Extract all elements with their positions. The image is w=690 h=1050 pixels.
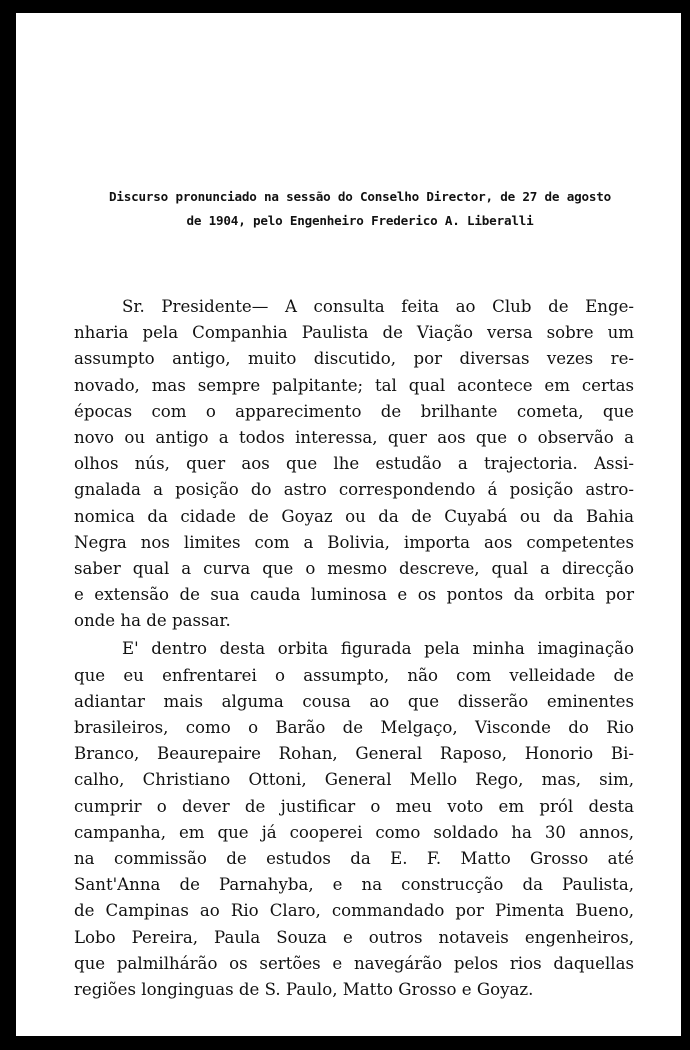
text-line: nomica da cidade de Goyaz ou da de Cuyabá ou da Bahia <box>74 506 634 526</box>
text-line: assumpto antigo, muito discutido, por diversas vezes re- <box>74 349 634 369</box>
text-line: saber qual a curva que o mesmo descreve, qual a direcção <box>74 558 634 578</box>
text-line: E' dentro desta orbita figurada pela minha imaginação <box>122 639 634 659</box>
text-line: novado, mas sempre palpitante; tal qual acontece em certas <box>74 375 634 395</box>
text-line: brasileiros, como o Barão de Melgaço, Visconde do Rio <box>74 718 634 737</box>
text-line: regiões longinguas de S. Paulo, Matto Grosso e Goyaz. <box>74 979 534 999</box>
text-line: e extensão de sua cauda luminosa e os pontos da orbita por <box>74 585 634 605</box>
document-heading <box>80 185 640 233</box>
text-line: Branco, Beaurepaire Rohan, General Raposo, Honorio Bi- <box>74 744 634 764</box>
text-line: Sr. Presidente— A consulta feita ao Club de Enge- <box>122 297 634 316</box>
text-line: Negra nos limites com a Bolivia, importa aos competentes <box>74 532 634 552</box>
document-body <box>74 294 634 1003</box>
text-line: novo ou antigo a todos interessa, quer aos que o observão a <box>74 427 634 447</box>
text-line: épocas com o apparecimento de brilhante cometa, que <box>74 401 634 421</box>
text-line: que palmilhárão os sertões e navegárão pelos rios daquellas <box>74 953 634 973</box>
text-line: Sant'Anna de Parnahyba, e na construcção da Paulista, <box>74 875 634 895</box>
document-page <box>16 13 681 1036</box>
heading-line: Discurso pronunciado na sessão do Conselho Director, de 27 de agosto <box>109 189 611 204</box>
text-line: gnalada a posição do astro correspondendo á posição astro- <box>74 480 634 500</box>
text-line: olhos nús, quer aos que lhe estudão a trajectoria. Assi- <box>74 454 634 474</box>
heading-line: de 1904, pelo Engenheiro Frederico A. Liberalli <box>186 213 534 228</box>
paragraph-1 <box>74 294 634 634</box>
text-line: de Campinas ao Rio Claro, commandado por Pimenta Bueno, <box>74 901 634 921</box>
text-line: na commissão de estudos da E. F. Matto Grosso até <box>74 848 634 868</box>
text-line: campanha, em que já cooperei como soldado ha 30 annos, <box>74 822 634 842</box>
text-line: que eu enfrentarei o assumpto, não com velleidade de <box>74 665 634 685</box>
text-line: onde ha de passar. <box>74 611 231 631</box>
text-line: calho, Christiano Ottoni, General Mello Rego, mas, sim, <box>74 770 634 790</box>
text-line: adiantar mais alguma cousa ao que disserão eminentes <box>74 691 634 711</box>
paragraph-2 <box>74 636 634 1003</box>
text-line: nharia pela Companhia Paulista de Viação versa sobre um <box>74 323 634 343</box>
text-line: cumprir o dever de justificar o meu voto em pról desta <box>74 796 634 816</box>
text-line: Lobo Pereira, Paula Souza e outros notaveis engenheiros, <box>74 927 634 947</box>
